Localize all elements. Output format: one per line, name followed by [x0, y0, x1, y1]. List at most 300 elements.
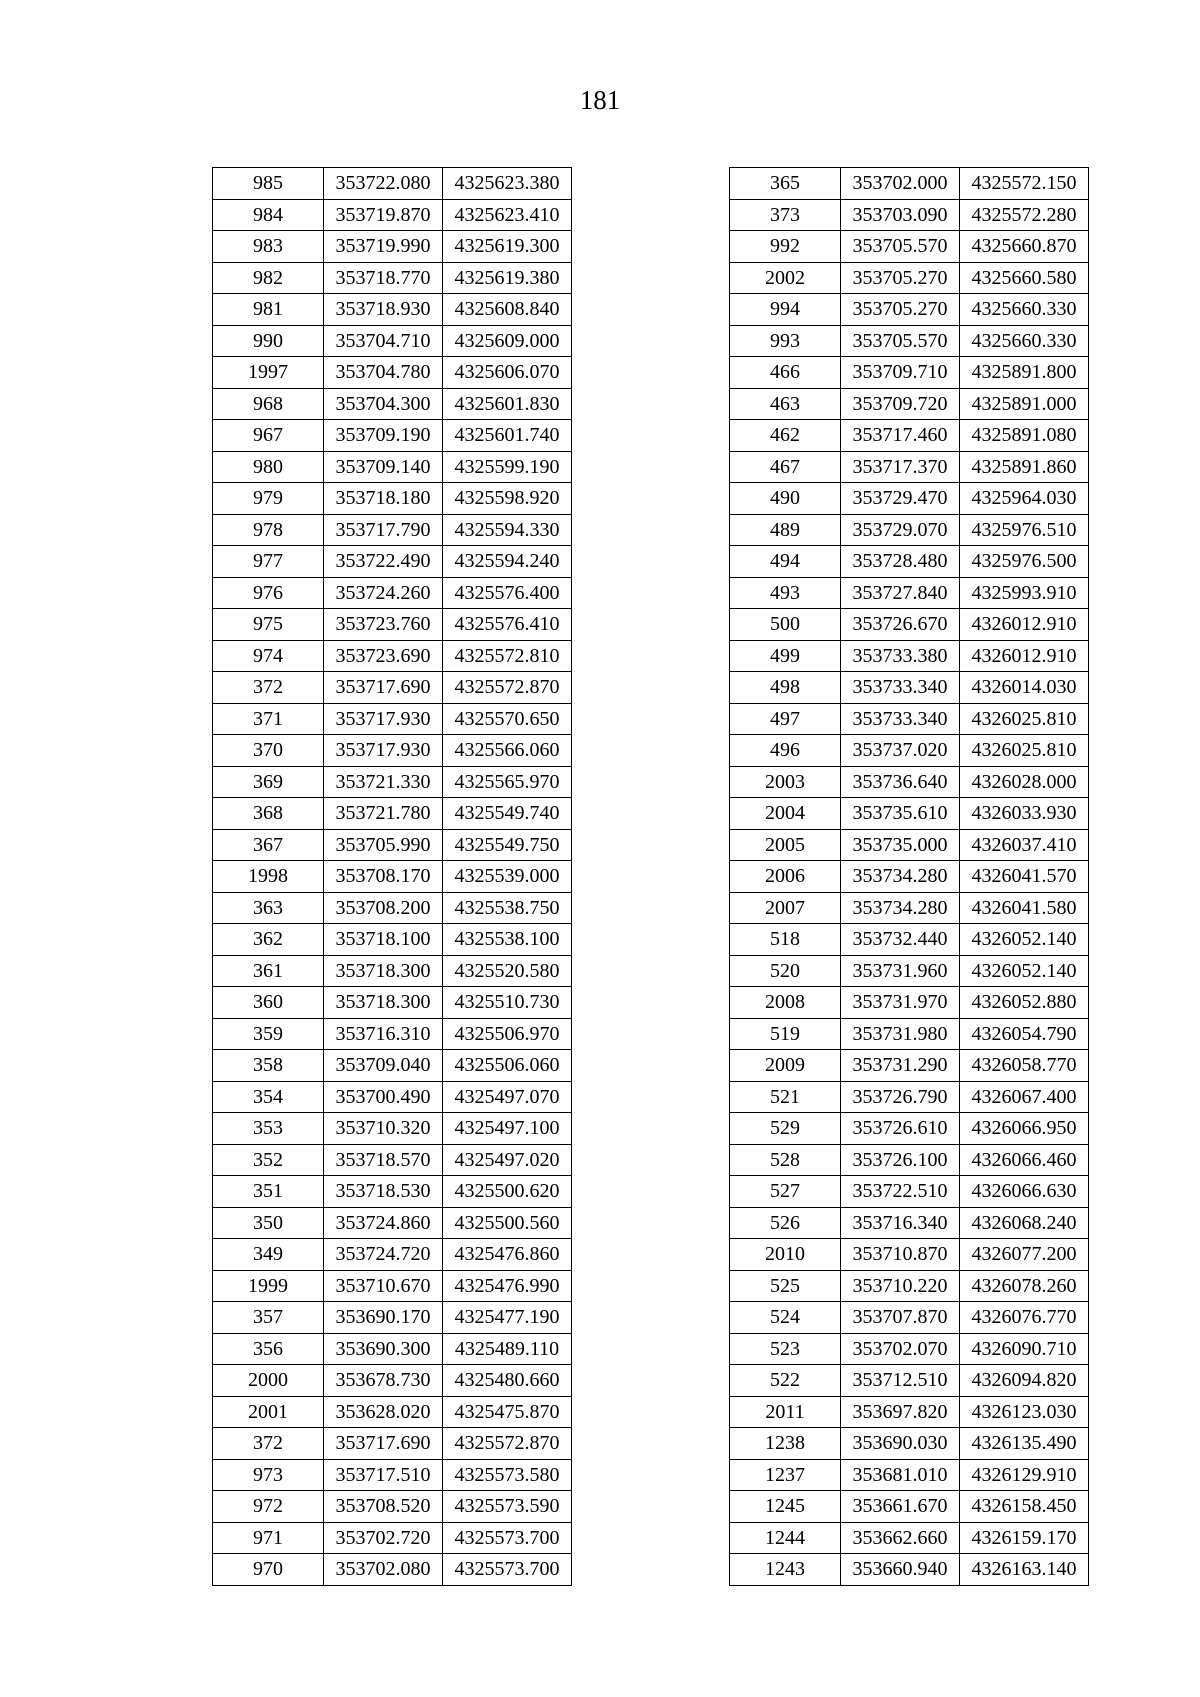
y-coordinate-cell: 4325576.410 [443, 609, 572, 641]
x-coordinate-cell: 353721.330 [324, 766, 443, 798]
y-coordinate-cell: 4325573.580 [443, 1459, 572, 1491]
coordinate-table-right-body [730, 168, 1089, 1586]
point-id-cell: 1999 [213, 1270, 324, 1302]
y-coordinate-cell: 4325506.060 [443, 1050, 572, 1082]
x-coordinate-cell: 353705.270 [841, 294, 960, 326]
y-coordinate-cell: 4325601.740 [443, 420, 572, 452]
table-row [730, 388, 1089, 420]
point-id-cell: 2011 [730, 1396, 841, 1428]
point-id-cell: 990 [213, 325, 324, 357]
x-coordinate-cell: 353728.480 [841, 546, 960, 578]
point-id-cell: 981 [213, 294, 324, 326]
point-id-cell: 519 [730, 1018, 841, 1050]
y-coordinate-cell: 4325608.840 [443, 294, 572, 326]
point-id-cell: 363 [213, 892, 324, 924]
point-id-cell: 500 [730, 609, 841, 641]
point-id-cell: 2006 [730, 861, 841, 893]
x-coordinate-cell: 353710.220 [841, 1270, 960, 1302]
point-id-cell: 978 [213, 514, 324, 546]
table-row [730, 609, 1089, 641]
y-coordinate-cell: 4326052.140 [960, 955, 1089, 987]
x-coordinate-cell: 353709.720 [841, 388, 960, 420]
x-coordinate-cell: 353717.510 [324, 1459, 443, 1491]
table-row [730, 420, 1089, 452]
y-coordinate-cell: 4325476.990 [443, 1270, 572, 1302]
y-coordinate-cell: 4325489.110 [443, 1333, 572, 1365]
point-id-cell: 371 [213, 703, 324, 735]
point-id-cell: 977 [213, 546, 324, 578]
table-row [213, 199, 572, 231]
y-coordinate-cell: 4326014.030 [960, 672, 1089, 704]
y-coordinate-cell: 4325573.700 [443, 1522, 572, 1554]
table-row [730, 577, 1089, 609]
y-coordinate-cell: 4326066.630 [960, 1176, 1089, 1208]
table-row [213, 1144, 572, 1176]
point-id-cell: 498 [730, 672, 841, 704]
y-coordinate-cell: 4326067.400 [960, 1081, 1089, 1113]
point-id-cell: 2010 [730, 1239, 841, 1271]
x-coordinate-cell: 353724.260 [324, 577, 443, 609]
y-coordinate-cell: 4325993.910 [960, 577, 1089, 609]
table-row [730, 640, 1089, 672]
table-row [213, 1459, 572, 1491]
table-row [213, 609, 572, 641]
point-id-cell: 361 [213, 955, 324, 987]
x-coordinate-cell: 353709.140 [324, 451, 443, 483]
x-coordinate-cell: 353717.460 [841, 420, 960, 452]
point-id-cell: 496 [730, 735, 841, 767]
point-id-cell: 494 [730, 546, 841, 578]
table-row [730, 546, 1089, 578]
y-coordinate-cell: 4325566.060 [443, 735, 572, 767]
x-coordinate-cell: 353718.300 [324, 987, 443, 1019]
point-id-cell: 368 [213, 798, 324, 830]
table-row [213, 1113, 572, 1145]
point-id-cell: 360 [213, 987, 324, 1019]
point-id-cell: 358 [213, 1050, 324, 1082]
point-id-cell: 527 [730, 1176, 841, 1208]
y-coordinate-cell: 4326033.930 [960, 798, 1089, 830]
x-coordinate-cell: 353726.790 [841, 1081, 960, 1113]
x-coordinate-cell: 353702.080 [324, 1554, 443, 1586]
point-id-cell: 1245 [730, 1491, 841, 1523]
y-coordinate-cell: 4325623.380 [443, 168, 572, 200]
table-row [730, 766, 1089, 798]
point-id-cell: 489 [730, 514, 841, 546]
x-coordinate-cell: 353722.490 [324, 546, 443, 578]
x-coordinate-cell: 353705.990 [324, 829, 443, 861]
y-coordinate-cell: 4325891.000 [960, 388, 1089, 420]
table-row [213, 987, 572, 1019]
x-coordinate-cell: 353702.720 [324, 1522, 443, 1554]
y-coordinate-cell: 4326037.410 [960, 829, 1089, 861]
point-id-cell: 976 [213, 577, 324, 609]
x-coordinate-cell: 353660.940 [841, 1554, 960, 1586]
point-id-cell: 373 [730, 199, 841, 231]
y-coordinate-cell: 4326054.790 [960, 1018, 1089, 1050]
table-row [213, 1428, 572, 1460]
point-id-cell: 2005 [730, 829, 841, 861]
y-coordinate-cell: 4325480.660 [443, 1365, 572, 1397]
point-id-cell: 2002 [730, 262, 841, 294]
table-row [730, 798, 1089, 830]
x-coordinate-cell: 353662.660 [841, 1522, 960, 1554]
table-row [730, 1050, 1089, 1082]
y-coordinate-cell: 4325623.410 [443, 199, 572, 231]
table-row [730, 199, 1089, 231]
x-coordinate-cell: 353731.980 [841, 1018, 960, 1050]
point-id-cell: 2009 [730, 1050, 841, 1082]
y-coordinate-cell: 4325497.070 [443, 1081, 572, 1113]
y-coordinate-cell: 4325572.150 [960, 168, 1089, 200]
point-id-cell: 994 [730, 294, 841, 326]
y-coordinate-cell: 4325598.920 [443, 483, 572, 515]
x-coordinate-cell: 353710.870 [841, 1239, 960, 1271]
x-coordinate-cell: 353710.320 [324, 1113, 443, 1145]
y-coordinate-cell: 4325497.100 [443, 1113, 572, 1145]
point-id-cell: 1244 [730, 1522, 841, 1554]
y-coordinate-cell: 4325549.750 [443, 829, 572, 861]
point-id-cell: 982 [213, 262, 324, 294]
x-coordinate-cell: 353717.790 [324, 514, 443, 546]
point-id-cell: 518 [730, 924, 841, 956]
point-id-cell: 521 [730, 1081, 841, 1113]
x-coordinate-cell: 353719.870 [324, 199, 443, 231]
y-coordinate-cell: 4325891.800 [960, 357, 1089, 389]
table-row [730, 861, 1089, 893]
point-id-cell: 370 [213, 735, 324, 767]
x-coordinate-cell: 353731.290 [841, 1050, 960, 1082]
point-id-cell: 351 [213, 1176, 324, 1208]
point-id-cell: 462 [730, 420, 841, 452]
y-coordinate-cell: 4326076.770 [960, 1302, 1089, 1334]
x-coordinate-cell: 353729.070 [841, 514, 960, 546]
point-id-cell: 524 [730, 1302, 841, 1334]
y-coordinate-cell: 4326012.910 [960, 640, 1089, 672]
table-row [730, 955, 1089, 987]
point-id-cell: 466 [730, 357, 841, 389]
point-id-cell: 2000 [213, 1365, 324, 1397]
point-id-cell: 2001 [213, 1396, 324, 1428]
table-row [730, 703, 1089, 735]
table-row [730, 1522, 1089, 1554]
y-coordinate-cell: 4325576.400 [443, 577, 572, 609]
table-row [213, 514, 572, 546]
table-row [213, 577, 572, 609]
table-row [213, 1491, 572, 1523]
point-id-cell: 523 [730, 1333, 841, 1365]
y-coordinate-cell: 4326163.140 [960, 1554, 1089, 1586]
x-coordinate-cell: 353717.930 [324, 735, 443, 767]
y-coordinate-cell: 4326025.810 [960, 703, 1089, 735]
x-coordinate-cell: 353718.930 [324, 294, 443, 326]
point-id-cell: 493 [730, 577, 841, 609]
point-id-cell: 2007 [730, 892, 841, 924]
table-row [730, 357, 1089, 389]
point-id-cell: 529 [730, 1113, 841, 1145]
x-coordinate-cell: 353690.170 [324, 1302, 443, 1334]
y-coordinate-cell: 4326090.710 [960, 1333, 1089, 1365]
y-coordinate-cell: 4325891.080 [960, 420, 1089, 452]
x-coordinate-cell: 353709.710 [841, 357, 960, 389]
point-id-cell: 365 [730, 168, 841, 200]
point-id-cell: 357 [213, 1302, 324, 1334]
point-id-cell: 367 [213, 829, 324, 861]
y-coordinate-cell: 4326077.200 [960, 1239, 1089, 1271]
table-row [213, 1176, 572, 1208]
point-id-cell: 979 [213, 483, 324, 515]
point-id-cell: 974 [213, 640, 324, 672]
x-coordinate-cell: 353731.970 [841, 987, 960, 1019]
x-coordinate-cell: 353733.340 [841, 672, 960, 704]
y-coordinate-cell: 4325606.070 [443, 357, 572, 389]
table-row [730, 1396, 1089, 1428]
table-row [213, 1270, 572, 1302]
table-row [213, 1365, 572, 1397]
x-coordinate-cell: 353722.080 [324, 168, 443, 200]
point-id-cell: 362 [213, 924, 324, 956]
y-coordinate-cell: 4326123.030 [960, 1396, 1089, 1428]
table-row [213, 1554, 572, 1586]
y-coordinate-cell: 4325594.330 [443, 514, 572, 546]
table-row [213, 829, 572, 861]
y-coordinate-cell: 4325573.590 [443, 1491, 572, 1523]
table-row [213, 1239, 572, 1271]
point-id-cell: 520 [730, 955, 841, 987]
y-coordinate-cell: 4325539.000 [443, 861, 572, 893]
table-row [213, 294, 572, 326]
table-row [213, 483, 572, 515]
y-coordinate-cell: 4325619.380 [443, 262, 572, 294]
y-coordinate-cell: 4325619.300 [443, 231, 572, 263]
x-coordinate-cell: 353724.860 [324, 1207, 443, 1239]
y-coordinate-cell: 4326028.000 [960, 766, 1089, 798]
y-coordinate-cell: 4326135.490 [960, 1428, 1089, 1460]
point-id-cell: 349 [213, 1239, 324, 1271]
y-coordinate-cell: 4325964.030 [960, 483, 1089, 515]
table-row [730, 1239, 1089, 1271]
table-row [730, 924, 1089, 956]
point-id-cell: 1997 [213, 357, 324, 389]
table-row [213, 861, 572, 893]
y-coordinate-cell: 4325506.970 [443, 1018, 572, 1050]
x-coordinate-cell: 353732.440 [841, 924, 960, 956]
point-id-cell: 983 [213, 231, 324, 263]
table-row [213, 1302, 572, 1334]
table-row [730, 483, 1089, 515]
table-row [730, 1428, 1089, 1460]
point-id-cell: 490 [730, 483, 841, 515]
table-row [213, 924, 572, 956]
y-coordinate-cell: 4325976.500 [960, 546, 1089, 578]
table-row [213, 546, 572, 578]
x-coordinate-cell: 353722.510 [841, 1176, 960, 1208]
x-coordinate-cell: 353705.570 [841, 325, 960, 357]
table-row [730, 1365, 1089, 1397]
point-id-cell: 967 [213, 420, 324, 452]
point-id-cell: 973 [213, 1459, 324, 1491]
x-coordinate-cell: 353717.690 [324, 1428, 443, 1460]
point-id-cell: 356 [213, 1333, 324, 1365]
point-id-cell: 2003 [730, 766, 841, 798]
y-coordinate-cell: 4325660.330 [960, 325, 1089, 357]
x-coordinate-cell: 353721.780 [324, 798, 443, 830]
point-id-cell: 972 [213, 1491, 324, 1523]
x-coordinate-cell: 353700.490 [324, 1081, 443, 1113]
table-row [730, 892, 1089, 924]
point-id-cell: 985 [213, 168, 324, 200]
y-coordinate-cell: 4325477.190 [443, 1302, 572, 1334]
y-coordinate-cell: 4326078.260 [960, 1270, 1089, 1302]
point-id-cell: 2004 [730, 798, 841, 830]
y-coordinate-cell: 4325510.730 [443, 987, 572, 1019]
table-row [213, 1396, 572, 1428]
y-coordinate-cell: 4325976.510 [960, 514, 1089, 546]
y-coordinate-cell: 4326158.450 [960, 1491, 1089, 1523]
x-coordinate-cell: 353707.870 [841, 1302, 960, 1334]
y-coordinate-cell: 4325660.330 [960, 294, 1089, 326]
x-coordinate-cell: 353731.960 [841, 955, 960, 987]
table-row [730, 1018, 1089, 1050]
point-id-cell: 1238 [730, 1428, 841, 1460]
y-coordinate-cell: 4325609.000 [443, 325, 572, 357]
x-coordinate-cell: 353708.170 [324, 861, 443, 893]
x-coordinate-cell: 353723.760 [324, 609, 443, 641]
table-row [213, 1018, 572, 1050]
y-coordinate-cell: 4325565.970 [443, 766, 572, 798]
point-id-cell: 968 [213, 388, 324, 420]
point-id-cell: 372 [213, 1428, 324, 1460]
table-row [730, 1554, 1089, 1586]
point-id-cell: 971 [213, 1522, 324, 1554]
table-row [213, 892, 572, 924]
table-row [730, 1270, 1089, 1302]
y-coordinate-cell: 4325538.100 [443, 924, 572, 956]
x-coordinate-cell: 353708.520 [324, 1491, 443, 1523]
y-coordinate-cell: 4325520.580 [443, 955, 572, 987]
y-coordinate-cell: 4325599.190 [443, 451, 572, 483]
x-coordinate-cell: 353705.570 [841, 231, 960, 263]
x-coordinate-cell: 353726.610 [841, 1113, 960, 1145]
table-row [213, 325, 572, 357]
y-coordinate-cell: 4325572.870 [443, 672, 572, 704]
x-coordinate-cell: 353734.280 [841, 861, 960, 893]
x-coordinate-cell: 353716.340 [841, 1207, 960, 1239]
y-coordinate-cell: 4325572.810 [443, 640, 572, 672]
table-row [730, 987, 1089, 1019]
y-coordinate-cell: 4326041.570 [960, 861, 1089, 893]
y-coordinate-cell: 4326052.140 [960, 924, 1089, 956]
point-id-cell: 993 [730, 325, 841, 357]
table-row [213, 168, 572, 200]
y-coordinate-cell: 4326066.460 [960, 1144, 1089, 1176]
table-row [213, 703, 572, 735]
point-id-cell: 975 [213, 609, 324, 641]
table-row [730, 231, 1089, 263]
x-coordinate-cell: 353702.070 [841, 1333, 960, 1365]
x-coordinate-cell: 353735.000 [841, 829, 960, 861]
x-coordinate-cell: 353733.340 [841, 703, 960, 735]
x-coordinate-cell: 353704.780 [324, 357, 443, 389]
table-row [213, 766, 572, 798]
table-row [213, 1333, 572, 1365]
table-row [213, 640, 572, 672]
table-row [730, 325, 1089, 357]
y-coordinate-cell: 4326012.910 [960, 609, 1089, 641]
table-row [213, 1050, 572, 1082]
y-coordinate-cell: 4325476.860 [443, 1239, 572, 1271]
point-id-cell: 1243 [730, 1554, 841, 1586]
point-id-cell: 2008 [730, 987, 841, 1019]
table-row [213, 262, 572, 294]
x-coordinate-cell: 353690.300 [324, 1333, 443, 1365]
table-row [730, 1176, 1089, 1208]
point-id-cell: 359 [213, 1018, 324, 1050]
table-row [213, 1522, 572, 1554]
x-coordinate-cell: 353717.370 [841, 451, 960, 483]
y-coordinate-cell: 4326025.810 [960, 735, 1089, 767]
x-coordinate-cell: 353726.100 [841, 1144, 960, 1176]
y-coordinate-cell: 4325549.740 [443, 798, 572, 830]
table-row [730, 262, 1089, 294]
table-row [213, 451, 572, 483]
x-coordinate-cell: 353723.690 [324, 640, 443, 672]
x-coordinate-cell: 353709.040 [324, 1050, 443, 1082]
x-coordinate-cell: 353718.100 [324, 924, 443, 956]
table-row [213, 1081, 572, 1113]
x-coordinate-cell: 353628.020 [324, 1396, 443, 1428]
table-row [730, 1302, 1089, 1334]
table-row [213, 420, 572, 452]
table-row [730, 294, 1089, 326]
y-coordinate-cell: 4325660.580 [960, 262, 1089, 294]
table-row [730, 168, 1089, 200]
table-row [213, 798, 572, 830]
point-id-cell: 528 [730, 1144, 841, 1176]
point-id-cell: 497 [730, 703, 841, 735]
y-coordinate-cell: 4325500.620 [443, 1176, 572, 1208]
table-row [213, 357, 572, 389]
table-row [730, 672, 1089, 704]
point-id-cell: 522 [730, 1365, 841, 1397]
x-coordinate-cell: 353710.670 [324, 1270, 443, 1302]
x-coordinate-cell: 353718.570 [324, 1144, 443, 1176]
y-coordinate-cell: 4326129.910 [960, 1459, 1089, 1491]
table-row [213, 1207, 572, 1239]
x-coordinate-cell: 353718.300 [324, 955, 443, 987]
y-coordinate-cell: 4325500.560 [443, 1207, 572, 1239]
point-id-cell: 1998 [213, 861, 324, 893]
x-coordinate-cell: 353681.010 [841, 1459, 960, 1491]
y-coordinate-cell: 4326159.170 [960, 1522, 1089, 1554]
y-coordinate-cell: 4326052.880 [960, 987, 1089, 1019]
table-row [730, 1113, 1089, 1145]
point-id-cell: 350 [213, 1207, 324, 1239]
x-coordinate-cell: 353717.690 [324, 672, 443, 704]
x-coordinate-cell: 353719.990 [324, 231, 443, 263]
x-coordinate-cell: 353704.300 [324, 388, 443, 420]
table-row [213, 735, 572, 767]
y-coordinate-cell: 4326058.770 [960, 1050, 1089, 1082]
table-row [730, 1081, 1089, 1113]
point-id-cell: 984 [213, 199, 324, 231]
page-number: 181 [579, 85, 621, 115]
point-id-cell: 525 [730, 1270, 841, 1302]
table-row [730, 451, 1089, 483]
x-coordinate-cell: 353736.640 [841, 766, 960, 798]
y-coordinate-cell: 4326066.950 [960, 1113, 1089, 1145]
x-coordinate-cell: 353712.510 [841, 1365, 960, 1397]
